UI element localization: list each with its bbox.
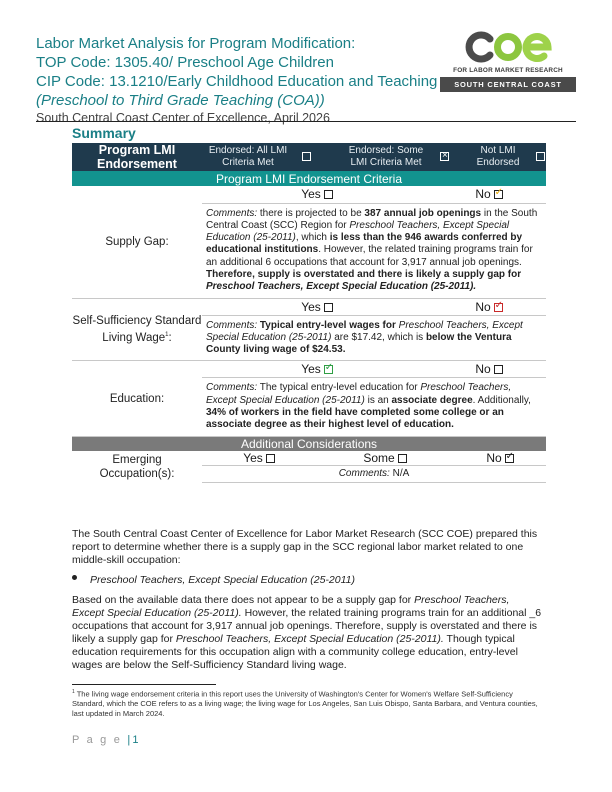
summary-heading: Summary <box>72 125 136 141</box>
emerging-yes[interactable]: Yes <box>202 451 316 466</box>
endorsement-header-row <box>72 143 546 171</box>
endorsed-all-checkbox[interactable] <box>294 143 316 171</box>
endorsed-all-label: Endorsed: All LMI Criteria Met <box>202 143 294 171</box>
title-line-cip-code: CIP Code: 13.1210/Early Childhood Education and Teaching <box>36 73 438 90</box>
criteria-title-row <box>72 171 546 186</box>
endorsed-some-label: Endorsed: Some LMI Criteria Met <box>340 143 432 171</box>
additional-title-row <box>72 436 546 451</box>
logo-region: SOUTH CENTRAL COAST <box>440 77 576 92</box>
coe-logo <box>440 30 576 92</box>
supply-gap-label: Supply Gap: <box>72 186 202 298</box>
emerging-some[interactable]: Some <box>316 451 454 466</box>
page-footer <box>72 734 139 746</box>
intro-paragraph: The South Central Coast Center of Excellence for Labor Market Research (SCC COE) prepared this report to determine whether there is a supply gap in the SCC regional labor market related to one middle-skill occupation: <box>72 528 538 566</box>
bullet-icon <box>72 575 77 580</box>
occupation-list-item: Preschool Teachers, Except Special Education (25-2011) <box>90 574 355 586</box>
page-separator: | <box>127 734 133 746</box>
supply-gap-comment: Comments: there is projected to be 387 annual job openings in the South Central Coast (SCC) Region for Preschool Teachers, Except Special Education (25-2011), which is less than the 946 awards conferred by educational institutions. However, the related training programs train for an additional 6 occupations that account for 3,917 annual job openings. Therefore, supply is overstated and there is likely a supply gap for Preschool Teachers, Except Special Education (25-2011). <box>202 203 546 298</box>
endorsed-some-checkbox[interactable] <box>432 143 454 171</box>
additional-title: Additional Considerations <box>72 436 546 451</box>
emerging-comment: Comments: N/A <box>202 466 546 483</box>
report-title-block <box>36 34 456 126</box>
title-line-top-code: TOP Code: 1305.40/ Preschool Age Children <box>36 54 334 71</box>
emerging-label: Emerging Occupation(s): <box>99 454 175 481</box>
criteria-title: Program LMI Endorsement Criteria <box>72 171 546 186</box>
education-yes[interactable]: Yes✓ <box>202 361 432 378</box>
emerging-no[interactable]: No✓ <box>454 451 546 466</box>
supply-gap-yn-row <box>72 186 546 203</box>
findings-paragraph: Based on the available data there does not appear to be a supply gap for Preschool Teachers, Except Special Education (25-2011). However, the related training programs train for an additional _6 occupations that account for 3,917 annual job openings. Therefore, supply is overstated and there is likely a supply gap for Preschool Teachers, Except Special Education (25-2011). Though typical education requirements for this occupation align with a community college education, entry-level wages are below the Self-Sufficiency Standard living wage. <box>72 594 542 671</box>
page-label: P a g e <box>72 734 123 746</box>
living-wage-no[interactable]: No✓ <box>432 298 546 315</box>
living-wage-yn-row <box>72 298 546 315</box>
education-yn-row <box>72 361 546 378</box>
endorsement-label: Program LMI Endorsement <box>72 143 202 171</box>
page-number: 1 <box>132 734 139 746</box>
emerging-yn-row <box>72 451 546 466</box>
not-endorsed-label: Not LMI Endorsed <box>464 143 532 171</box>
logo-tagline: FOR LABOR MARKET RESEARCH <box>453 67 563 74</box>
education-no[interactable]: No <box>432 361 546 378</box>
living-wage-label: Self-Sufficiency Standard Living Wage$^1$: <box>72 298 202 361</box>
footnote-divider <box>72 684 216 685</box>
header-divider <box>36 121 576 122</box>
education-label: Education: <box>72 361 202 436</box>
not-endorsed-checkbox[interactable] <box>532 143 546 171</box>
education-comment: Comments: The typical entry-level education for Preschool Teachers, Except Special Education (25-2011) is an associate degree. Additionally, 34% of workers in the field have completed some college or an associate degree as their highest level of education. <box>202 378 546 436</box>
title-line-1: Labor Market Analysis for Program Modification: <box>36 35 356 52</box>
summary-table <box>72 143 546 483</box>
report-subtitle: South Central Coast Center of Excellence, April 2026 <box>36 111 330 125</box>
living-wage-yes[interactable]: Yes <box>202 298 432 315</box>
footnote: $^1$ The living wage endorsement criteria in this report uses the University of Washington's Center for Women's Welfare Self-Sufficiency Standard, which the COE refers to as a living wage; the living wage for Los Angeles, San Luis Obispo, Santa Barbara, and Ventura counties, last updated in March 2024. <box>72 689 538 718</box>
supply-gap-no[interactable]: No✓ <box>432 186 546 203</box>
supply-gap-yes[interactable]: Yes <box>202 186 432 203</box>
living-wage-comment: Comments: Typical entry-level wages for Preschool Teachers, Except Special Education (25-2011) are $17.42, which is below the Ventura County living wage of $24.53. <box>202 315 546 361</box>
coe-wordmark-icon <box>464 30 552 64</box>
title-line-program: (Preschool to Third Grade Teaching (COA)) <box>36 92 325 109</box>
